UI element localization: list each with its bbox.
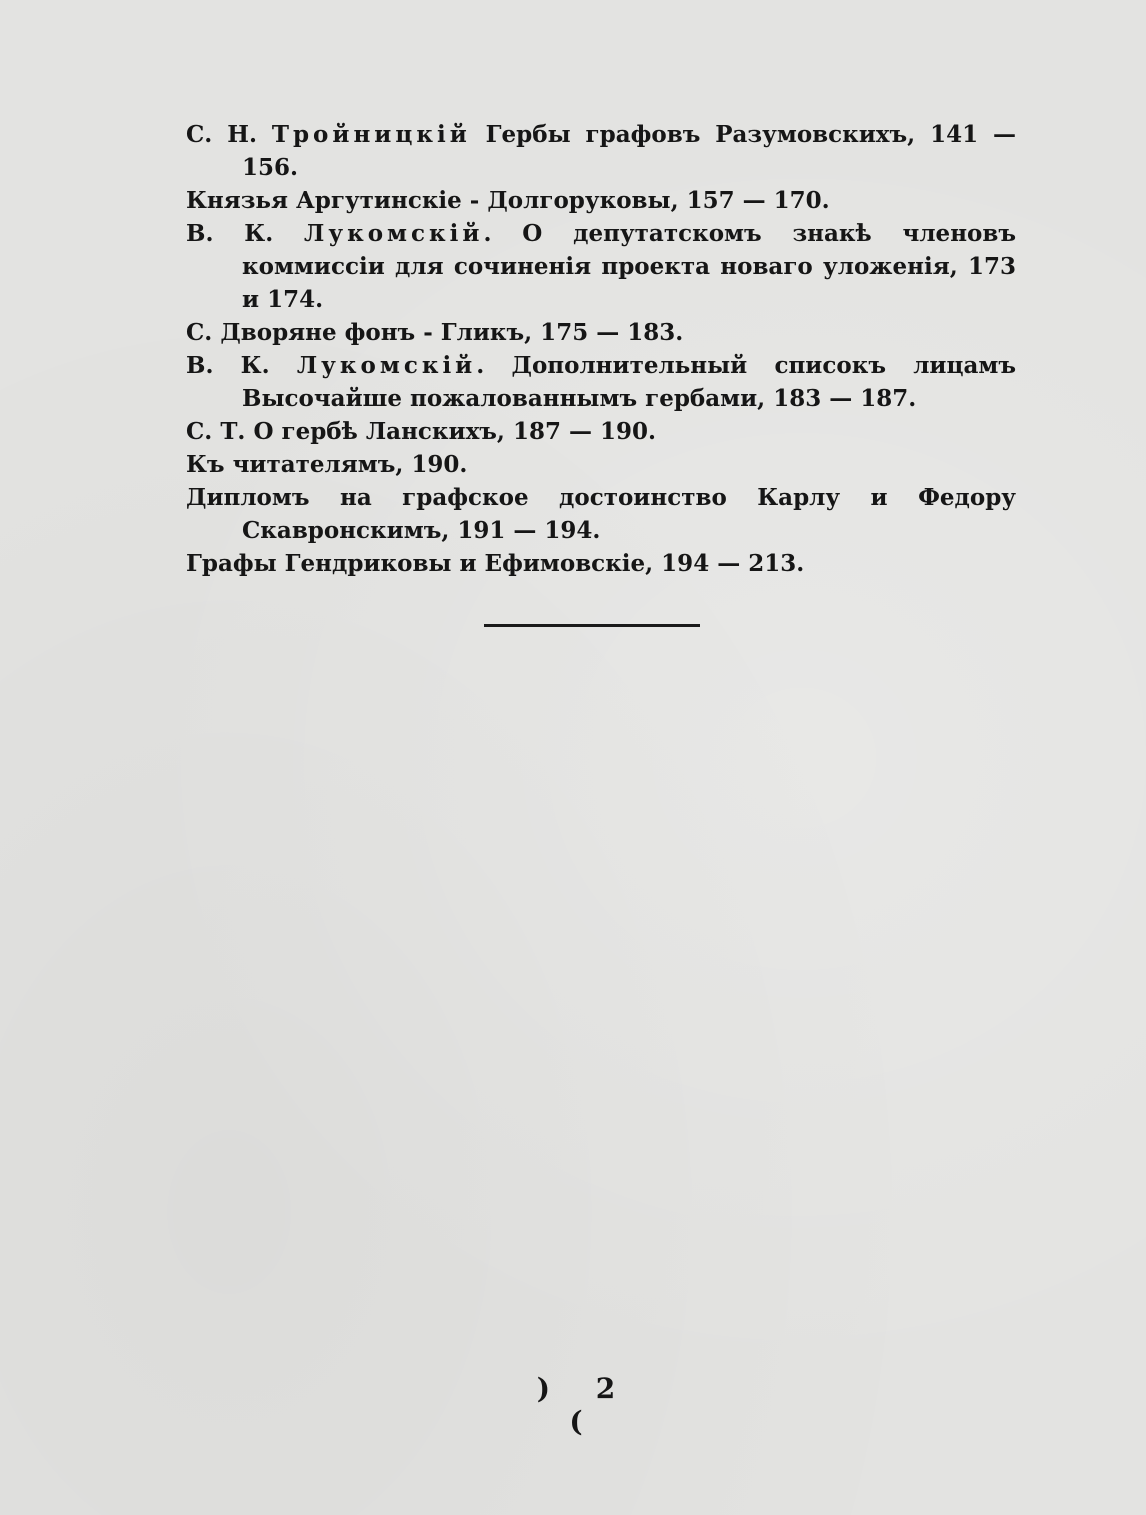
toc-entry [186,415,1016,448]
toc-author-name: Тройницкій [271,121,471,148]
toc-author-name: Лукомскій [296,352,477,379]
toc-entry-text: Къ читателямъ, 190. [186,451,468,478]
toc-entry [186,547,1016,580]
toc-entry [186,481,1016,547]
toc-entry-text: С. Т. О гербѣ Ланскихъ, 187 — 190. [186,418,656,445]
toc-entry-text: С. Дворяне фонъ - Гликъ, 175 — 183. [186,319,684,346]
toc-entry-text: Дипломъ на графское достоинство Карлу и Федору Скавронскимъ, 191 — 194. [186,484,1016,544]
toc-entry-text: Князья Аргутинскіе - Долгоруковы, 157 — 170. [186,187,830,214]
toc-entry [186,217,1016,316]
toc-entry-text: Гербы графовъ Разумовскихъ, 141 — 156. [242,121,1016,181]
toc-entry-text: . Дополнительный списокъ лицамъ Высочайше пожалованнымъ гербами, 183 — 187. [242,352,1016,412]
toc-author-initials: С. Н. [186,121,272,148]
page-number: ) 2 ( [536,1372,634,1438]
toc-entry-text: Графы Гендриковы и Ефимовскіе, 194 — 213. [186,550,805,577]
toc-entry [186,349,1016,415]
toc-author-initials: В. К. [186,220,305,247]
table-of-contents [186,118,1016,580]
section-divider-rule [484,624,700,627]
toc-entry [186,448,1016,481]
toc-entry-text: . О депутатскомъ знакѣ членовъ коммиссіи для сочиненія проекта новаго уложенія, 173 и 174. [242,220,1016,313]
toc-entry [186,316,1016,349]
toc-entry [186,118,1016,184]
toc-author-initials: В. К. [186,352,297,379]
toc-author-name: Лукомскій [304,220,484,247]
toc-entry [186,184,1016,217]
